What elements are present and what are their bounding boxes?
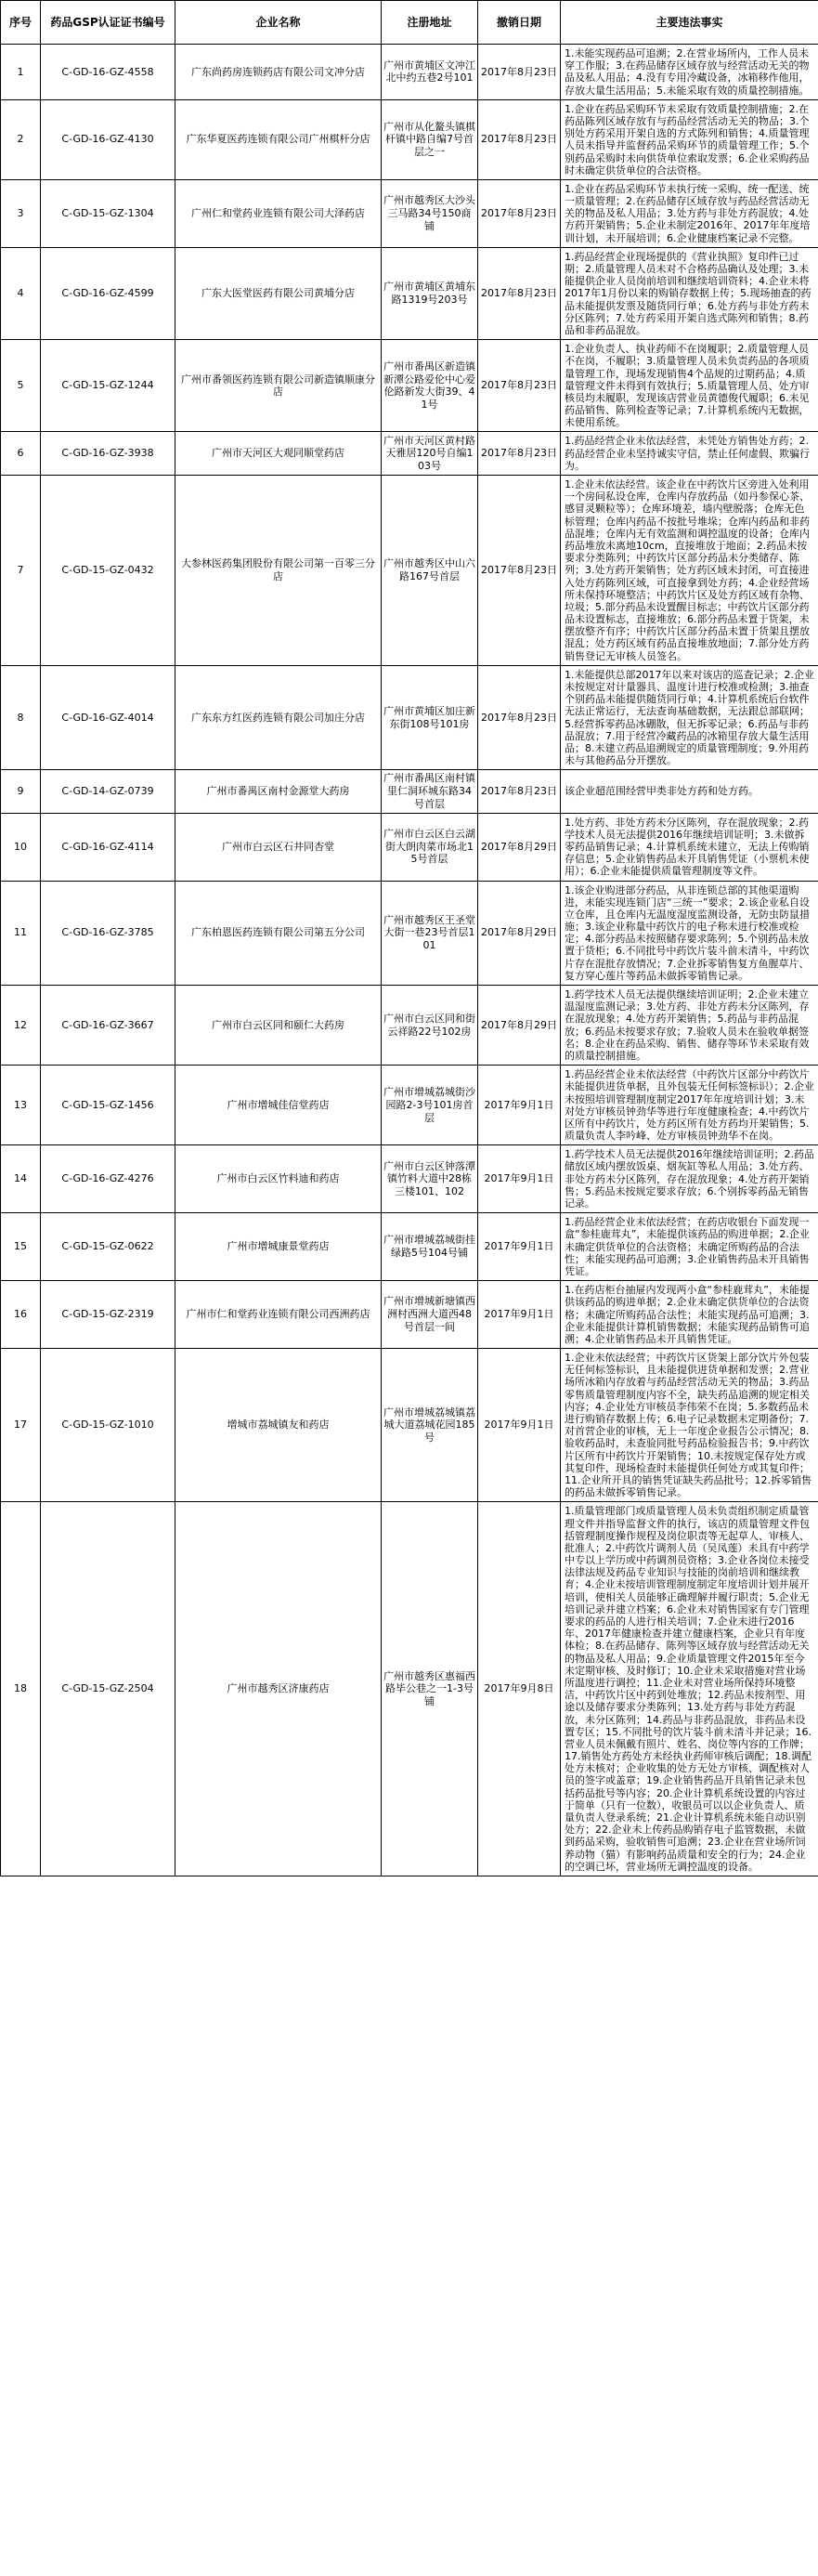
- cell-serial: 9: [1, 770, 41, 813]
- table-row: [1, 1066, 818, 1145]
- cell-company: 增城市荔城镇友和药店: [175, 1349, 382, 1502]
- table-row: [1, 1281, 818, 1349]
- cell-address: 广州市天河区黄村路天雅居120号自编103号: [382, 432, 478, 476]
- cell-company: 广州市白云区竹料迪和药店: [175, 1145, 382, 1213]
- cell-facts: 1.药学技术人员无法提供2016年继续培训证明；2.药品储放区域内摆放饭桌、烟灰缸等私人用品；3.处方药、非处方药未分区陈列，存在混放现象；4.处方药开架销售；5.药品未按规定要求存放；6.个别拆零药品无销售记录。: [561, 1145, 818, 1213]
- cell-company: 广州市白云区石井同杏堂: [175, 813, 382, 881]
- cell-serial: 7: [1, 476, 41, 666]
- table-row: [1, 1349, 818, 1502]
- cell-company: 广东柏恩医药连锁有限公司第五分公司: [175, 881, 382, 986]
- cell-company: 广州仁和堂药业连锁有限公司大泽药店: [175, 179, 382, 247]
- table-row: [1, 179, 818, 247]
- cell-cert-no: C-GD-15-GZ-2504: [41, 1502, 175, 1876]
- cell-revoke-date: 2017年8月23日: [478, 432, 561, 476]
- cell-facts: 1.处方药、非处方药未分区陈列，存在混放现象；2.药学技术人员无法提供2016年继续培训证明；3.未做拆零药品销售记录；4.计算机系统未建立，无法上传购销存信息；5.企业销售药品未开具销售凭证（小票机未使用）；6.企业未能提供质量管理制度等文件。: [561, 813, 818, 881]
- cell-serial: 8: [1, 665, 41, 770]
- cell-facts: 1.质量管理部门或质量管理人员未负责组织制定质量管理文件并指导监督文件的执行，该店的质量管理文件包括管理制度操作规程及岗位职责等无起草人、审核人、批准人；2.中药饮片调剂人员（吴凤莲）未具有中药学中专以上学历或中药调剂员资格；3.企业各岗位未接受法律法规及药品专业知识与技能的岗前培训和继续教育；4.企业未按培训管理制度制定年度培训计划并展开培训，使相关人员能够正确理解并履行职责；5.企业无培训记录并建立档案；6.企业未对销售国家有专门管理要求的药品的人进行相关培训；7.企业未进行2016年、2017年健康检查并建立健康档案，企业只有年度体检；8.在药品储存、陈列等区域存放与经营活动无关的物品及私人用品；9.企业质量管理文件2015年至今未定期审核、及时修订；10.企业未采取措施对营业场所温度进行调控；11.企业未对营业场所保持环境整洁，中药饮片区中药到处堆放；12.药品未按剂型、用途以及储存要求分类陈列；13.处方药与非处方药混放，未分区陈列；14.药品与非药品混放，非药品未设置专区；15.不同批号的饮片装斗前未清斗并记录；16.营业人员未佩戴有照片、姓名、岗位等内容的工作牌；17.销售处方药处方未经执业药师审核后调配；18.调配处方未核对；企业收集的处方无处方审核、调配核对人员的签字或盖章；19.企业销售药品开具销售记录未包括药品批号等内容；20.企业计算机系统设置的内容过于简单（只有一位数），收银员可以以企业负责人、质量负责人登录系统；21.企业计算机系统未能自动识别处方；22.企业未上传药品购销存电子监管数据，未做到药品采购，验收销售可追溯；23.企业在营业场所饲养动物（猫）有影响药品质量和安全的行为；24.企业的空调已坏，营业场所无调控温度的设备。: [561, 1502, 818, 1876]
- cell-revoke-date: 2017年8月23日: [478, 247, 561, 339]
- col-header-cert-no: 药品GSP认证证书编号: [41, 1, 175, 45]
- cell-company: 广东大医堂医药有限公司黄埔分店: [175, 247, 382, 339]
- cell-company: 广州市天河区大观同顺堂药店: [175, 432, 382, 476]
- table-row: [1, 813, 818, 881]
- table-row: [1, 247, 818, 339]
- cell-facts: 1.在药店柜台抽屉内发现两小盒“参桂鹿茸丸”，未能提供该药品的购进单据；2.企业未确定供货单位的合法资格；未确定所购药品合法性；未能实现药品可追溯；3.企业未能提供计算机销售数据；未能实现药品销售可追溯；4.企业销售药品未开具销售凭证。: [561, 1281, 818, 1349]
- cell-serial: 12: [1, 986, 41, 1066]
- cell-cert-no: C-GD-15-GZ-1304: [41, 179, 175, 247]
- cell-serial: 6: [1, 432, 41, 476]
- cell-revoke-date: 2017年8月23日: [478, 45, 561, 100]
- cell-revoke-date: 2017年8月23日: [478, 770, 561, 813]
- cell-cert-no: C-GD-15-GZ-2319: [41, 1281, 175, 1349]
- col-header-facts: 主要违法事实: [561, 1, 818, 45]
- cell-serial: 13: [1, 1066, 41, 1145]
- cell-serial: 4: [1, 247, 41, 339]
- cell-revoke-date: 2017年9月1日: [478, 1066, 561, 1145]
- table-header-row: [1, 1, 818, 45]
- cell-facts: 1.企业负责人、执业药师不在岗履职；2.质量管理人员不在岗，不履职；3.质量管理人员未负责药品的各项质量管理工作，现场发现销售4个品规的过期药品；4.质量管理文件未得到有效执行；5.质量管理人员、处方审核员均未履职，发现该店营业员黄德俊代履职；6.未见药品销售、陈列检查等记录；7.计算机系统内无数据，未使用系统。: [561, 340, 818, 432]
- cell-address: 广州市增城荔城街沙园路2-3号101房首层: [382, 1066, 478, 1145]
- cell-facts: 1.该企业购进部分药品，从非连锁总部的其他渠道购进，未能实现连锁门店“三统一”要求；2.该企业私自设立仓库，且仓库内无温度湿度监测设备，无防虫防鼠措施；3.该企业称量中药饮片的电子称未进行校准或检定；4.部分药品未按照储存要求陈列；5.个别药品未放置于货柜；6.不同批号中药饮片装斗前未清斗，中药饮片存在混批存放情况；7.企业拆零销售复方鱼腥草片、复方穿心莲片等药品未做拆零销售记录。: [561, 881, 818, 986]
- cell-serial: 1: [1, 45, 41, 100]
- cell-address: 广州市从化鳌头镇棋杆镇中路自编7号首层之一: [382, 99, 478, 179]
- cell-facts: 1.企业未依法经营。该企业在中药饮片区旁进入处利用一个房间私设仓库，仓库内存放药品（如丹参保心茶、感冒灵颗粒等）；仓库环境差，墙内壁脱落；仓库无色标管理；仓库内药品不按批号堆垛；仓库内药品和非药品混堆；仓库内无有效监测和调控温度的设备；仓库内药品堆放未离地10cm，直接堆放于地面；2.药品未按要求分类陈列；中药饮片区部分药品未分类储存、陈列；3.处方药开架销售；处方药区域未封闭，可直接进入处方药陈列区域，可直接拿到处方药；4.企业经营场所未保持环境整洁；中药饮片区及处方药区域有杂物、垃圾；5.部分药品未设置醒目标志；中药饮片区部分药品未设置标志，直接堆放；6.部分药品未置于货架，未摆放整齐有序；中药饮片区部分药品未置于货架且摆放混乱；处方药区域有药品直接堆放地面；7.部分处方药销售登记无审核人员签名。: [561, 476, 818, 666]
- cell-company: 广州市增城康景堂药店: [175, 1213, 382, 1281]
- cell-facts: 1.药品经营企业未依法经营；在药店收银台下面发现一盒“参桂鹿茸丸”，未能提供该药品的购进单据；2.企业未确定供货单位的合法资格；未确定所购药品的合法性；未能实现药品可追溯；3.企业销售药品未开具销售凭证。: [561, 1213, 818, 1281]
- cell-revoke-date: 2017年8月23日: [478, 179, 561, 247]
- table-row: [1, 45, 818, 100]
- cell-address: 广州市白云区同和街云祥路22号102房: [382, 986, 478, 1066]
- cell-cert-no: C-GD-15-GZ-1010: [41, 1349, 175, 1502]
- cell-revoke-date: 2017年8月23日: [478, 340, 561, 432]
- cell-cert-no: C-GD-15-GZ-1456: [41, 1066, 175, 1145]
- cell-cert-no: C-GD-16-GZ-4014: [41, 665, 175, 770]
- cell-address: 广州市番禺区新造镇新潭公路爱伦中心爱伦路新发大街39、41号: [382, 340, 478, 432]
- cell-cert-no: C-GD-15-GZ-1244: [41, 340, 175, 432]
- table-row: [1, 99, 818, 179]
- cell-cert-no: C-GD-16-GZ-4558: [41, 45, 175, 100]
- cell-facts: 该企业超范围经营甲类非处方药和处方药。: [561, 770, 818, 813]
- table-row: [1, 1145, 818, 1213]
- cell-company: 广州市番领医药连锁有限公司新造镇顺康分店: [175, 340, 382, 432]
- cell-address: 广州市增城新塘镇西洲村西洲大道西48号首层一间: [382, 1281, 478, 1349]
- cell-revoke-date: 2017年9月1日: [478, 1349, 561, 1502]
- cell-serial: 3: [1, 179, 41, 247]
- cell-revoke-date: 2017年8月29日: [478, 813, 561, 881]
- col-header-serial: 序号: [1, 1, 41, 45]
- cell-revoke-date: 2017年8月23日: [478, 99, 561, 179]
- cell-facts: 1.企业在药品采购环节未执行统一采购、统一配送、统一质量管理；2.在药品储存区域存放与药品经营活动无关的物品及私人用品；3.处方药与非处方药混放；4.处方药开架销售；5.企业未制定2016年、2017年年度培训计划，未开展培训；6.企业健康档案记录不完整。: [561, 179, 818, 247]
- cell-revoke-date: 2017年9月1日: [478, 1281, 561, 1349]
- table-row: [1, 770, 818, 813]
- cell-facts: 1.药品经营企业未依法经营（中药饮片区部分中药饮片未能提供进货单据，且外包装无任何标签标识）；2.企业未按照培训管理制度制定2017年年度培训计划；3.未对处方审核员钟劲华等进行年度健康检查；4.中药饮片区所有中药饮片，处方药区所有处方药均开架销售；5.质量负责人李吟峰、处方审核员钟劲华不在岗。: [561, 1066, 818, 1145]
- cell-cert-no: C-GD-15-GZ-0622: [41, 1213, 175, 1281]
- cell-serial: 2: [1, 99, 41, 179]
- cell-revoke-date: 2017年8月29日: [478, 881, 561, 986]
- cell-company: 广州市仁和堂药业连锁有限公司西洲药店: [175, 1281, 382, 1349]
- col-header-revoke-date: 撤销日期: [478, 1, 561, 45]
- cell-cert-no: C-GD-14-GZ-0739: [41, 770, 175, 813]
- cell-cert-no: C-GD-15-GZ-0432: [41, 476, 175, 666]
- table-body: [1, 45, 818, 1876]
- table-row: [1, 340, 818, 432]
- cell-address: 广州市黄埔区文冲江北中约五巷2号101: [382, 45, 478, 100]
- cell-serial: 15: [1, 1213, 41, 1281]
- cell-facts: 1.企业未依法经营；中药饮片区货架上部分饮片外包装无任何标签标识，且未能提供进货单据和发票；2.营业场所冰箱内存放着与药品经营活动无关的物品；3.药品零售质量管理制度内容不全，缺失药品追溯的规定相关内容；4.企业处方审核员李伟荣不在岗；5.多数药品未进行购销存数据上传；6.电子记录数据未定期备份；7.对首营企业的审核，无上一年度企业报告公示情况；8.验收药品时，未查验同批号药品检验报告书；9.中药饮片区所有中药饮片开架销售；10.未按规定保存处方或其复印件，现场检查时未能提供任何处方或其复印件；11.企业所开具的销售凭证缺失药品批号；12.拆零销售的药品未做拆零销售记录。: [561, 1349, 818, 1502]
- cell-cert-no: C-GD-16-GZ-4114: [41, 813, 175, 881]
- cell-address: 广州市黄埔区加庄新东街108号101房: [382, 665, 478, 770]
- cell-company: 广州市番禺区南村金源堂大药房: [175, 770, 382, 813]
- cell-company: 广东东方红医药连锁有限公司加庄分店: [175, 665, 382, 770]
- cell-address: 广州市白云区白云湖街大朗肉菜市场北15号首层: [382, 813, 478, 881]
- cell-company: 广东华夏医药连锁有限公司广州棋杆分店: [175, 99, 382, 179]
- cell-serial: 18: [1, 1502, 41, 1876]
- cell-serial: 11: [1, 881, 41, 986]
- cell-revoke-date: 2017年9月8日: [478, 1502, 561, 1876]
- cell-facts: 1.药品经营企业现场提供的《营业执照》复印件已过期；2.质量管理人员未对不合格药品确认及处理；3.未能提供企业人员岗前培训和继续培训资料；4.企业未将2017年1月份以来的购销存数据上传；5.现场抽查的药品未能提供发票及随货同行单；6.处方药与非处方药未分区陈列；7.处方药采用开架自选式陈列和销售；8.药品和非药品混放。: [561, 247, 818, 339]
- cell-cert-no: C-GD-16-GZ-4130: [41, 99, 175, 179]
- cell-company: 广州市越秀区济康药店: [175, 1502, 382, 1876]
- cell-cert-no: C-GD-16-GZ-3667: [41, 986, 175, 1066]
- cell-address: 广州市越秀区惠福西路毕公巷之一1-3号铺: [382, 1502, 478, 1876]
- cell-address: 广州市增城荔城街挂绿路5号104号铺: [382, 1213, 478, 1281]
- table-row: [1, 1213, 818, 1281]
- cell-company: 大参林医药集团股份有限公司第一百零三分店: [175, 476, 382, 666]
- cell-company: 广州市增城佳信堂药店: [175, 1066, 382, 1145]
- cell-revoke-date: 2017年8月23日: [478, 665, 561, 770]
- cell-facts: 1.未能提供总部2017年以来对该店的巡查记录；2.企业未按规定对计量器具、温度计进行校准或检测；3.抽查个别药品未能提供随货同行单；4.计算机系统后台软件无法正常运行，无法查询基础数据，无法跟总部联网；5.经营拆零药品冰硼散，但无拆零记录；6.药品与非药品混放；7.用于经营冷藏药品的冰箱里存放大量生活用品；8.未建立药品追溯规定的质量管理制度；9.外用药未与其他药品分开摆放。: [561, 665, 818, 770]
- cell-address: 广州市黄埔区黄埔东路1319号203号: [382, 247, 478, 339]
- cell-facts: 1.未能实现药品可追溯；2.在营业场所内，工作人员未穿工作服；3.在药品储存区域存放与经营活动无关的物品及私人用品；4.没有专用冷藏设备，冰箱移作他用，存放大量生活用品；5.未能采取有效的质量控制措施。: [561, 45, 818, 100]
- cell-cert-no: C-GD-16-GZ-3785: [41, 881, 175, 986]
- cell-facts: 1.药品经营企业未依法经营，未凭处方销售处方药；2.药品经营企业未坚持诚实守信，禁止任何虚假、欺骗行为。: [561, 432, 818, 476]
- table-row: [1, 1502, 818, 1876]
- cell-address: 广州市越秀区王圣堂大街一巷23号首层101: [382, 881, 478, 986]
- cell-address: 广州市越秀区中山六路167号首层: [382, 476, 478, 666]
- table-row: [1, 665, 818, 770]
- cell-serial: 16: [1, 1281, 41, 1349]
- cell-serial: 10: [1, 813, 41, 881]
- table-row: [1, 986, 818, 1066]
- cell-serial: 5: [1, 340, 41, 432]
- cell-company: 广州市白云区同和颐仁大药房: [175, 986, 382, 1066]
- cell-address: 广州市越秀区大沙头三马路34号150商铺: [382, 179, 478, 247]
- cell-serial: 17: [1, 1349, 41, 1502]
- cell-revoke-date: 2017年8月29日: [478, 986, 561, 1066]
- cell-address: 广州市白云区钟落潭镇竹料大道中28栋三楼101、102: [382, 1145, 478, 1213]
- cell-serial: 14: [1, 1145, 41, 1213]
- col-header-company: 企业名称: [175, 1, 382, 45]
- cell-cert-no: C-GD-16-GZ-4276: [41, 1145, 175, 1213]
- cell-facts: 1.药学技术人员无法提供继续培训证明；2.企业未建立温湿度监测记录；3.处方药、非处方药未分区陈列，存在混放现象；4.处方药开架销售；5.药品与非药品混放；6.药品未按要求存放；7.验收人员未在验收单据签名；8.企业在药品采购、销售、储存等环节未采取有效的质量控制措施。: [561, 986, 818, 1066]
- cell-cert-no: C-GD-16-GZ-4599: [41, 247, 175, 339]
- table-row: [1, 432, 818, 476]
- cell-revoke-date: 2017年9月1日: [478, 1145, 561, 1213]
- cell-revoke-date: 2017年8月23日: [478, 476, 561, 666]
- cell-address: 广州市番禺区南村镇里仁洞环城东路34号首层: [382, 770, 478, 813]
- cell-facts: 1.企业在药品采购环节未采取有效质量控制措施；2.在药品陈列区域存放有与药品经营活动无关的物品；3.个别处方药采用开架自选的方式陈列和销售；4.质量管理人员未指导并监督药品采购环节的质量管理工作；5.个别药品采购时未向供货单位索取发票；6.企业采购药品时未确定供货单位的合法资格。: [561, 99, 818, 179]
- cell-company: 广东尚药房连锁药店有限公司文冲分店: [175, 45, 382, 100]
- col-header-address: 注册地址: [382, 1, 478, 45]
- table-row: [1, 881, 818, 986]
- cell-cert-no: C-GD-16-GZ-3938: [41, 432, 175, 476]
- cell-revoke-date: 2017年9月1日: [478, 1213, 561, 1281]
- cell-address: 广州市增城荔城镇荔城大道荔城花园185号: [382, 1349, 478, 1502]
- table-row: [1, 476, 818, 666]
